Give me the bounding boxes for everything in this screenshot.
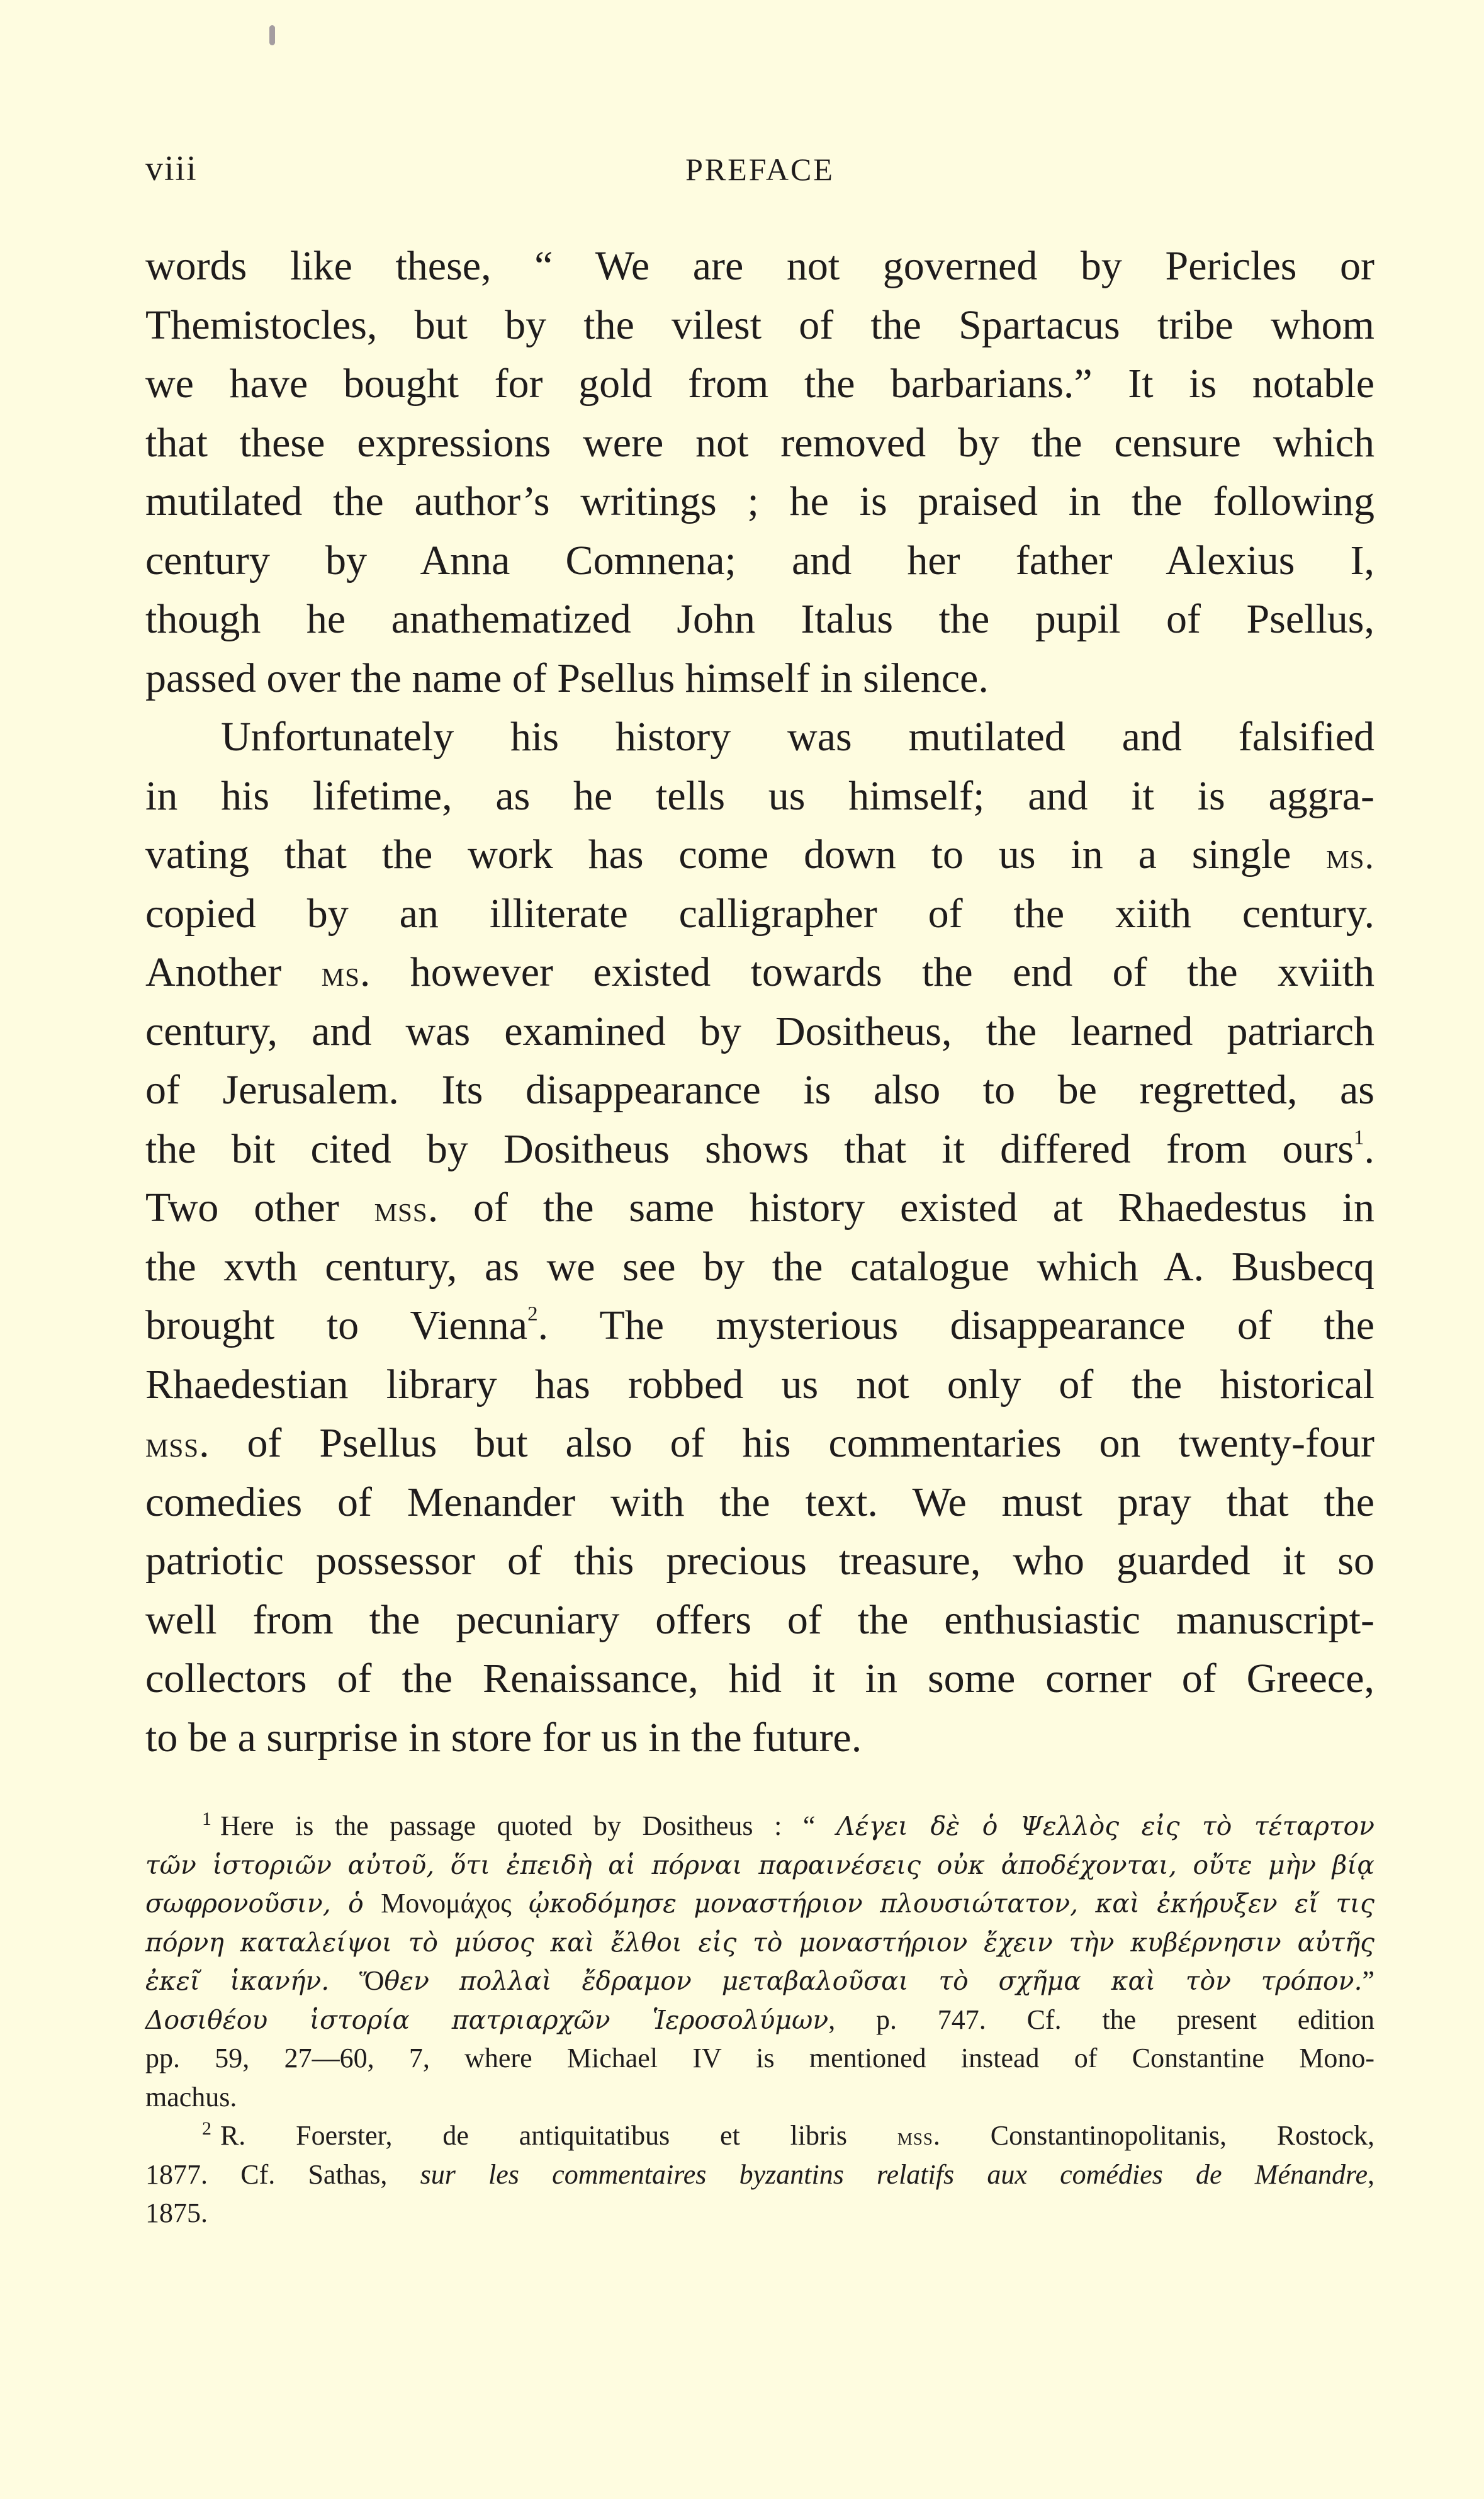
footnote-reference[interactable]: 2 bbox=[527, 1302, 538, 1326]
body-line bbox=[145, 825, 1374, 884]
body-line bbox=[145, 1238, 1374, 1297]
body-line bbox=[145, 1708, 1374, 1768]
body-line bbox=[145, 1061, 1374, 1120]
footnote-line bbox=[145, 1884, 1374, 1923]
text-run: patriotic possessor of this precious treasure, who guarded it so bbox=[145, 1538, 1374, 1584]
body-line bbox=[145, 472, 1374, 531]
greek-quotation: ᾠκοδόμησε μοναστήριον πλουσιώτατον, καὶ ἐκήρυξεν εἴ τις bbox=[511, 1888, 1374, 1919]
text-run: well from the pecuniary offers of the enthusiastic manuscript- bbox=[145, 1596, 1374, 1643]
body-line bbox=[145, 1296, 1374, 1355]
greek-quotation: Δοσιθέου ἱστορία πατριαρχῶν Ἱεροσολύμων bbox=[145, 2004, 829, 2035]
body-line bbox=[145, 531, 1374, 590]
greek-quotation: Λέγει δὲ ὁ Ψελλὸς εἰς τὸ τέταρτον bbox=[836, 1811, 1374, 1841]
footnote-1 bbox=[145, 1807, 1374, 2116]
footnote-marker: 1 bbox=[202, 1808, 211, 1829]
body-line bbox=[145, 590, 1374, 649]
text-run: to be a surprise in store for us in the future. bbox=[145, 1714, 862, 1761]
body-text bbox=[145, 237, 1374, 1767]
text-run: we have bought for gold from the barbarians.” It is notable bbox=[145, 361, 1374, 407]
text-run: ” bbox=[1362, 1965, 1374, 1996]
greek-quotation: τῶν ἱστοριῶν αὐτοῦ, ὅτι ἐπειδὴ αἱ πόρναι παραινέσεις οὐκ ἀποδέχονται, οὔτε μὴν βίᾳ bbox=[145, 1849, 1374, 1880]
body-line bbox=[145, 296, 1374, 355]
body-line bbox=[145, 237, 1374, 296]
footnotes bbox=[145, 1807, 1374, 2233]
abbreviation: mss bbox=[897, 2123, 933, 2150]
text-run: . of the same history existed at Rhaedestus in bbox=[427, 1185, 1374, 1231]
body-line bbox=[145, 1178, 1374, 1238]
footnote-line bbox=[145, 1807, 1374, 1846]
footnote-line bbox=[145, 2155, 1374, 2194]
greek-quotation: ἐκεῖ ἱκανήν. bbox=[145, 1966, 360, 1996]
text-run: brought to Vienna bbox=[145, 1302, 528, 1348]
text-run: of Jerusalem. Its disappearance is also to be regretted, as bbox=[145, 1067, 1374, 1113]
text-run: . bbox=[1364, 1125, 1374, 1172]
text-run: collectors of the Renaissance, hid it in some corner of Greece, bbox=[145, 1656, 1374, 1701]
page-number: viii bbox=[145, 149, 198, 188]
text-run: in his lifetime, as he tells us himself; and it is aggra- bbox=[145, 772, 1374, 819]
footnote-line bbox=[145, 1846, 1374, 1885]
text-run: vating that the work has come down to us in a single bbox=[145, 832, 1327, 877]
body-line bbox=[145, 354, 1374, 414]
text-run: Another bbox=[145, 949, 322, 995]
footnote-line bbox=[145, 2039, 1374, 2078]
text-run: . Constantinopolitanis, Rostock, bbox=[933, 2120, 1374, 2151]
footnote-marker: 2 bbox=[202, 2118, 211, 2139]
greek-quotation: πόρνη καταλείψοι τὸ μύσος καὶ ἔλθοι εἰς τὸ μοναστήριον ἔχειν τὴν κυβέρνησιν αὐτῆς bbox=[145, 1927, 1374, 1958]
body-line bbox=[145, 1120, 1374, 1179]
body-line bbox=[145, 414, 1374, 473]
running-head-title: PREFACE bbox=[685, 152, 835, 187]
text-run: pp. 59, 27—60, 7, where Michael IV is mentioned instead of Constantine Mono- bbox=[145, 2043, 1374, 2073]
body-line bbox=[145, 1591, 1374, 1650]
text-run: passed over the name of Psellus himself in silence. bbox=[145, 655, 989, 701]
footnote-reference[interactable]: 1 bbox=[1354, 1125, 1364, 1149]
footnote-line bbox=[145, 2078, 1374, 2117]
text-run: words like these, “ We are not governed by Pericles or bbox=[145, 243, 1374, 289]
body-line bbox=[145, 884, 1374, 944]
body-line bbox=[145, 1532, 1374, 1591]
text-run: comedies of Menander with the text. We must pray that the bbox=[145, 1479, 1374, 1525]
text-run: . of Psellus but also of his commentaries on twenty-four bbox=[199, 1420, 1374, 1466]
body-line bbox=[145, 1414, 1374, 1473]
abbreviation: mss bbox=[374, 1188, 428, 1229]
running-head bbox=[145, 149, 1374, 199]
scan-speck bbox=[269, 25, 275, 45]
text-run: the bit cited by Dositheus shows that it differed from ours bbox=[145, 1125, 1354, 1172]
text-run: Ὅ bbox=[359, 1965, 385, 1996]
text-run: Μονομάχος bbox=[381, 1888, 512, 1919]
footnote-line bbox=[145, 1961, 1374, 2000]
body-line bbox=[145, 649, 1374, 708]
text-run: , p. 747. Cf. the present edition bbox=[828, 2004, 1374, 2035]
body-line bbox=[145, 1473, 1374, 1532]
text-run: . however existed towards the end of the xviith bbox=[359, 949, 1374, 995]
body-line bbox=[145, 1355, 1374, 1414]
text-run: R. Foerster, de antiquitatibus et libris bbox=[220, 2120, 897, 2151]
body-line bbox=[145, 943, 1374, 1002]
text-run: 1875. bbox=[145, 2197, 208, 2228]
text-run: machus. bbox=[145, 2081, 237, 2113]
text-run: Themistocles, but by the vilest of the Spartacus tribe whom bbox=[145, 302, 1374, 348]
text-run: Unfortunately his history was mutilated and falsified bbox=[221, 714, 1374, 760]
italic-title: sur les commentaires byzantins relatifs aux comédies de Ménandre bbox=[420, 2158, 1368, 2190]
abbreviation: ms bbox=[321, 953, 360, 994]
text-run: mutilated the author’s writings ; he is praised in the following bbox=[145, 478, 1374, 524]
body-line bbox=[145, 1649, 1374, 1708]
abbreviation: mss bbox=[145, 1424, 200, 1465]
body-line bbox=[145, 767, 1374, 826]
footnote-2 bbox=[145, 2116, 1374, 2233]
text-run: copied by an illiterate calligrapher of the xiith century. bbox=[145, 890, 1374, 937]
text-run: though he anathematized John Italus the pupil of Psellus, bbox=[145, 596, 1374, 642]
text-run: . The mysterious disappearance of the bbox=[537, 1302, 1374, 1348]
text-run: , bbox=[1368, 2158, 1374, 2190]
body-line bbox=[145, 1002, 1374, 1061]
footnote-line bbox=[145, 2194, 1374, 2233]
footnote-line bbox=[145, 1923, 1374, 1962]
abbreviation: ms. bbox=[1326, 835, 1374, 876]
body-line bbox=[145, 708, 1374, 767]
footnote-line bbox=[145, 2000, 1374, 2039]
greek-quotation: θεν πολλαὶ ἔδραμον μεταβαλοῦσαι τὸ σχῆμα καὶ τὸν τρόπον. bbox=[384, 1966, 1363, 1996]
text-run: that these expressions were not removed by the censure which bbox=[145, 419, 1374, 466]
text-run: Rhaedestian library has robbed us not only of the historical bbox=[145, 1361, 1374, 1407]
footnote-line bbox=[145, 2116, 1374, 2155]
text-run: the xvth century, as we see by the catalogue which A. Busbecq bbox=[145, 1243, 1374, 1290]
text-run: Here is the passage quoted by Dositheus : “ bbox=[220, 1810, 837, 1841]
text-run: 1877. Cf. Sathas, bbox=[145, 2158, 420, 2190]
text-run: century, and was examined by Dositheus, the learned patriarch bbox=[145, 1008, 1374, 1054]
greek-quotation: σωφρονοῦσιν, ὁ bbox=[145, 1888, 381, 1919]
text-run: Two other bbox=[145, 1185, 374, 1231]
text-run: century by Anna Comnena; and her father Alexius I, bbox=[145, 537, 1374, 584]
